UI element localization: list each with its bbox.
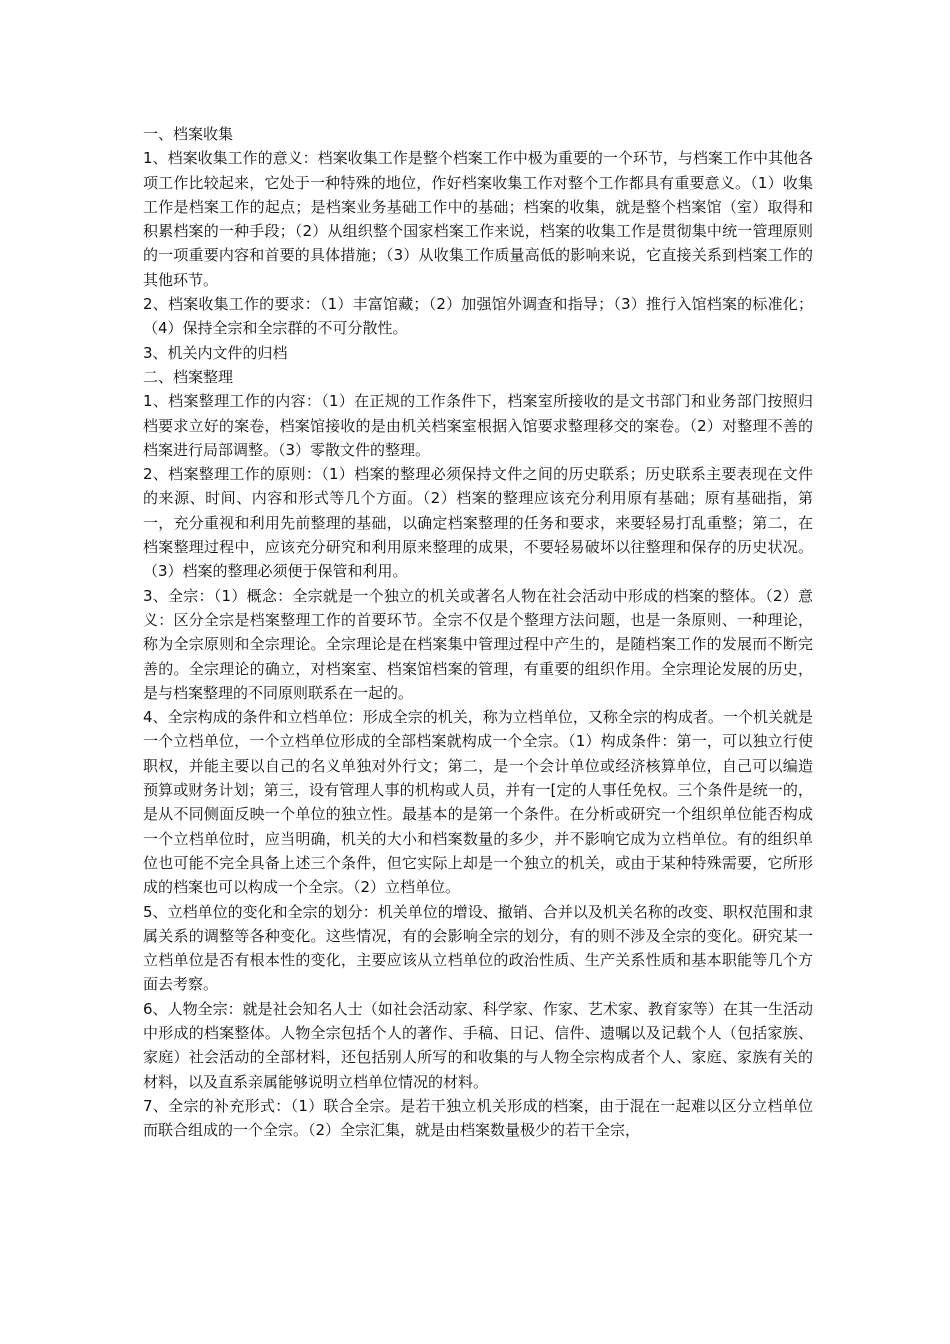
paragraph-internal-filing: 3、机关内文件的归档: [143, 343, 288, 362]
document-page: [143, 122, 813, 1142]
paragraph-personal-fonds: 6、人物全宗：就是社会知名人士（如社会活动家、科学家、作家、艺术家、教育家等）在其一生活动中形成的档案整体。人物全宗包括个人的著作、手稿、日记、信件、遗嘱以及记载个人（包括家族、家庭）社会活动的全部材料，还包括别人所写的和收集的与人物全宗构成者个人、家庭、家族有关的材料，以及直系亲属能够说明立档单位情况的材料。: [143, 999, 813, 1091]
paragraph-arrangement-content: 1、档案整理工作的内容：（1）在正规的工作条件下，档案室所接收的是文书部门和业务部门按照归档要求立好的案卷，档案馆接收的是由机关档案室根据入馆要求整理移交的案卷。（2）对整理不善的档案进行局部调整。（3）零散文件的整理。: [143, 392, 813, 459]
section-heading-archive-collection: 一、档案收集: [143, 125, 234, 143]
paragraph-collection-significance: 1、档案收集工作的意义：档案收集工作是整个档案工作中极为重要的一个环节，与档案工作中其他各项工作比较起来，它处于一种特殊的地位，作好档案收集工作对整个工作都具有重要意义。（1）收集工作是档案工作的起点；是档案业务基础工作中的基础；档案的收集，就是整个档案馆（室）取得和积累档案的一种手段；（2）从组织整个国家档案工作来说，档案的收集工作是贯彻集中统一管理原则的一项重要内容和首要的具体措施；（3）从收集工作质量高低的影响来说，它直接关系到档案工作的其他环节。: [143, 149, 813, 289]
paragraph-fonds-supplement: 7、全宗的补充形式：（1）联合全宗。是若干独立机关形成的档案，由于混在一起难以区分立档单位而联合组成的一个全宗。（2）全宗汇集，就是由档案数量极少的若干全宗，: [143, 1096, 813, 1140]
section-heading-archive-arrangement: 二、档案整理: [143, 367, 234, 386]
paragraph-fonds: 3、全宗：（1）概念：全宗就是一个独立的机关或著名人物在社会活动中形成的档案的整体。（2）意义：区分全宗是档案整理工作的首要环节。全宗不仅是个整理方法问题，也是一条原则、一种理论，称为全宗原则和全宗理论。全宗理论是在档案集中管理过程中产生的，是随档案工作的发展而不断完善的。全宗理论的确立，对档案室、档案馆档案的管理，有重要的组织作用。全宗理论发展的历史，是与档案整理的不同原则联系在一起的。: [143, 586, 813, 702]
paragraph-arrangement-principles: 2、档案整理工作的原则：（1）档案的整理必须保持文件之间的历史联系；历史联系主要表现在文件的来源、时间、内容和形式等几个方面。（2）档案的整理应该充分利用原有基础；原有基础指，第一，充分重视和利用先前整理的基础，以确定档案整理的任务和要求，来要轻易打乱重整；第二，在档案整理过程中，应该充分研究和利用原来整理的成果，不要轻易破坏以往整理和保存的历史状况。（3）档案的整理必须便于保管和利用。: [143, 465, 813, 581]
paragraph-collection-requirements: 2、档案收集工作的要求：（1）丰富馆藏；（2）加强馆外调查和指导；（3）推行入馆档案的标准化；（4）保持全宗和全宗群的不可分散性。: [143, 295, 813, 338]
paragraph-fonds-division: 5、立档单位的变化和全宗的划分：机关单位的增设、撤销、合并以及机关名称的改变、职权范围和隶属关系的调整等各种变化。这些情况，有的会影响全宗的划分，有的则不涉及全宗的变化。研究某一立档单位是否有根本性的变化，主要应该从立档单位的政治性质、生产关系性质和基本职能等几个方面去考察。: [143, 902, 813, 994]
paragraph-fonds-conditions: 4、全宗构成的条件和立档单位：形成全宗的机关，称为立档单位，又称全宗的构成者。一个机关就是一个立档单位，一个立档单位形成的全部档案就构成一个全宗。（1）构成条件：第一，可以独立行使职权，并能主要以自己的名义单独对外行文；第二，是一个会计单位或经济核算单位，自己可以编造预算或财务计划；第三，设有管理人事的机构或人员，并有一[定的人事任免权。三个条件是统一的，是从不同侧面反映一个单位的独立性。最基本的是第一个条件。在分析或研究一个组织单位能否构成一个立档单位时，应当明确，机关的大小和档案数量的多少，并不影响它成为立档单位。有的组织单位也可能不完全具备上述三个条件，但它实际上却是一个独立的机关，或由于某种特殊需要，它所形成的档案也可以构成一个全宗。（2）立档单位。: [143, 708, 813, 897]
